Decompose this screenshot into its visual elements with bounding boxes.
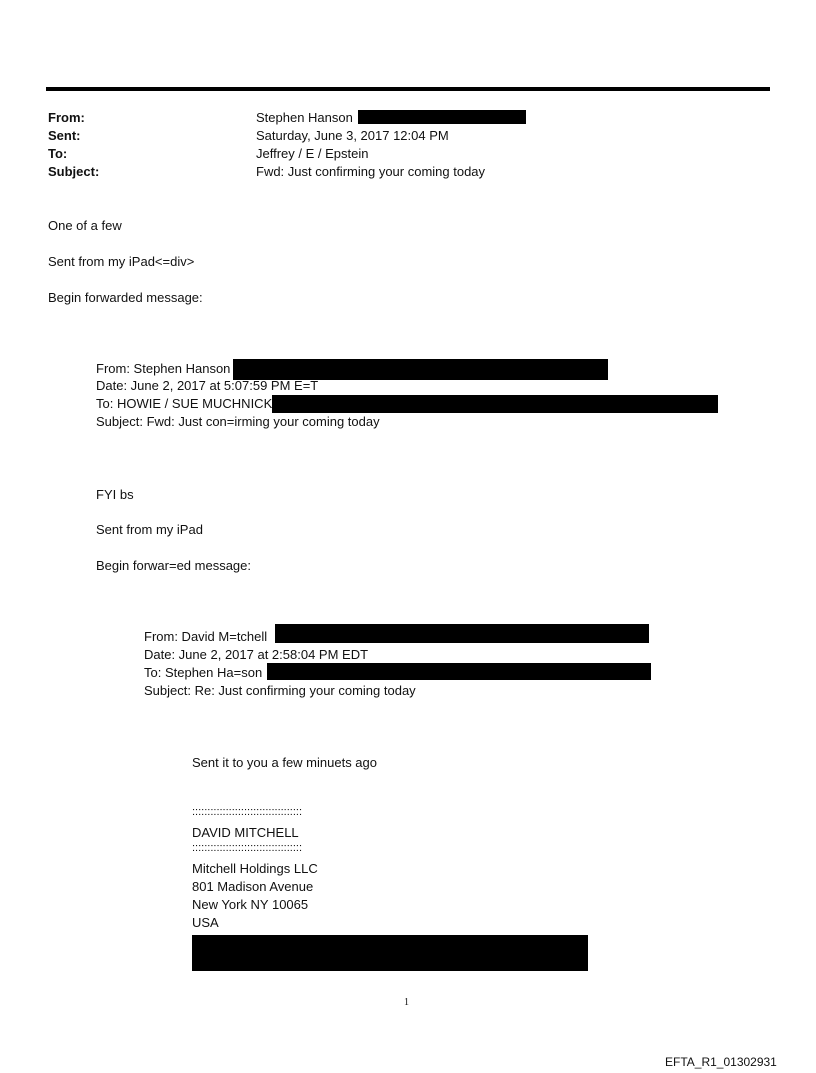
body-line: Begin forwarded message: bbox=[48, 290, 203, 305]
redaction-box bbox=[192, 935, 588, 971]
redaction-box bbox=[233, 359, 608, 380]
to-label: To: bbox=[48, 146, 68, 161]
subject-label: Subject: bbox=[48, 164, 100, 179]
sent-value: Saturday, June 3, 2017 12:04 PM bbox=[256, 128, 449, 143]
signature-company: Mitchell Holdings LLC bbox=[192, 861, 318, 876]
body-line: Sent it to you a few minuets ago bbox=[192, 755, 377, 770]
body-line: Sent from my iPad<=div> bbox=[48, 254, 195, 269]
redaction-box bbox=[272, 395, 718, 413]
redaction-box bbox=[267, 663, 651, 680]
from-label: From: bbox=[48, 110, 85, 125]
fwd-subject: Subject: Re: Just confirming your coming today bbox=[144, 683, 416, 698]
fwd-date: Date: June 2, 2017 at 5:07:59 PM E=T bbox=[96, 378, 319, 393]
signature-country: USA bbox=[192, 915, 219, 930]
fwd-to: To: Stephen Ha=son bbox=[144, 665, 263, 680]
page-number: 1 bbox=[404, 997, 409, 1008]
to-value: Jeffrey / E / Epstein bbox=[256, 146, 369, 161]
body-line: Sent from my iPad bbox=[96, 522, 203, 537]
signature-street: 801 Madison Avenue bbox=[192, 879, 314, 894]
fwd-from: From: Stephen Hanson bbox=[96, 361, 231, 376]
body-line: One of a few bbox=[48, 218, 122, 233]
signature-separator: :::::::::::::::::::::::::::::::::::: bbox=[192, 842, 303, 854]
sent-label: Sent: bbox=[48, 128, 81, 143]
body-line: Begin forwar=ed message: bbox=[96, 558, 252, 573]
fwd-to: To: HOWIE / SUE MUCHNICK bbox=[96, 396, 273, 411]
fwd-subject: Subject: Fwd: Just con=irming your coming today bbox=[96, 414, 380, 429]
fwd-date: Date: June 2, 2017 at 2:58:04 PM EDT bbox=[144, 647, 369, 662]
body-line: FYI bs bbox=[96, 487, 134, 502]
from-value: Stephen Hanson bbox=[256, 110, 353, 125]
header-rule bbox=[46, 87, 770, 91]
signature-separator: :::::::::::::::::::::::::::::::::::: bbox=[192, 806, 303, 818]
signature-name: DAVID MITCHELL bbox=[192, 825, 299, 840]
subject-value: Fwd: Just confirming your coming today bbox=[256, 164, 486, 179]
redaction-box bbox=[275, 624, 649, 643]
document-id: EFTA_R1_01302931 bbox=[665, 1055, 777, 1069]
fwd-from: From: David M=tchell bbox=[144, 629, 268, 644]
signature-city: New York NY 10065 bbox=[192, 897, 309, 912]
redaction-box bbox=[358, 110, 526, 124]
